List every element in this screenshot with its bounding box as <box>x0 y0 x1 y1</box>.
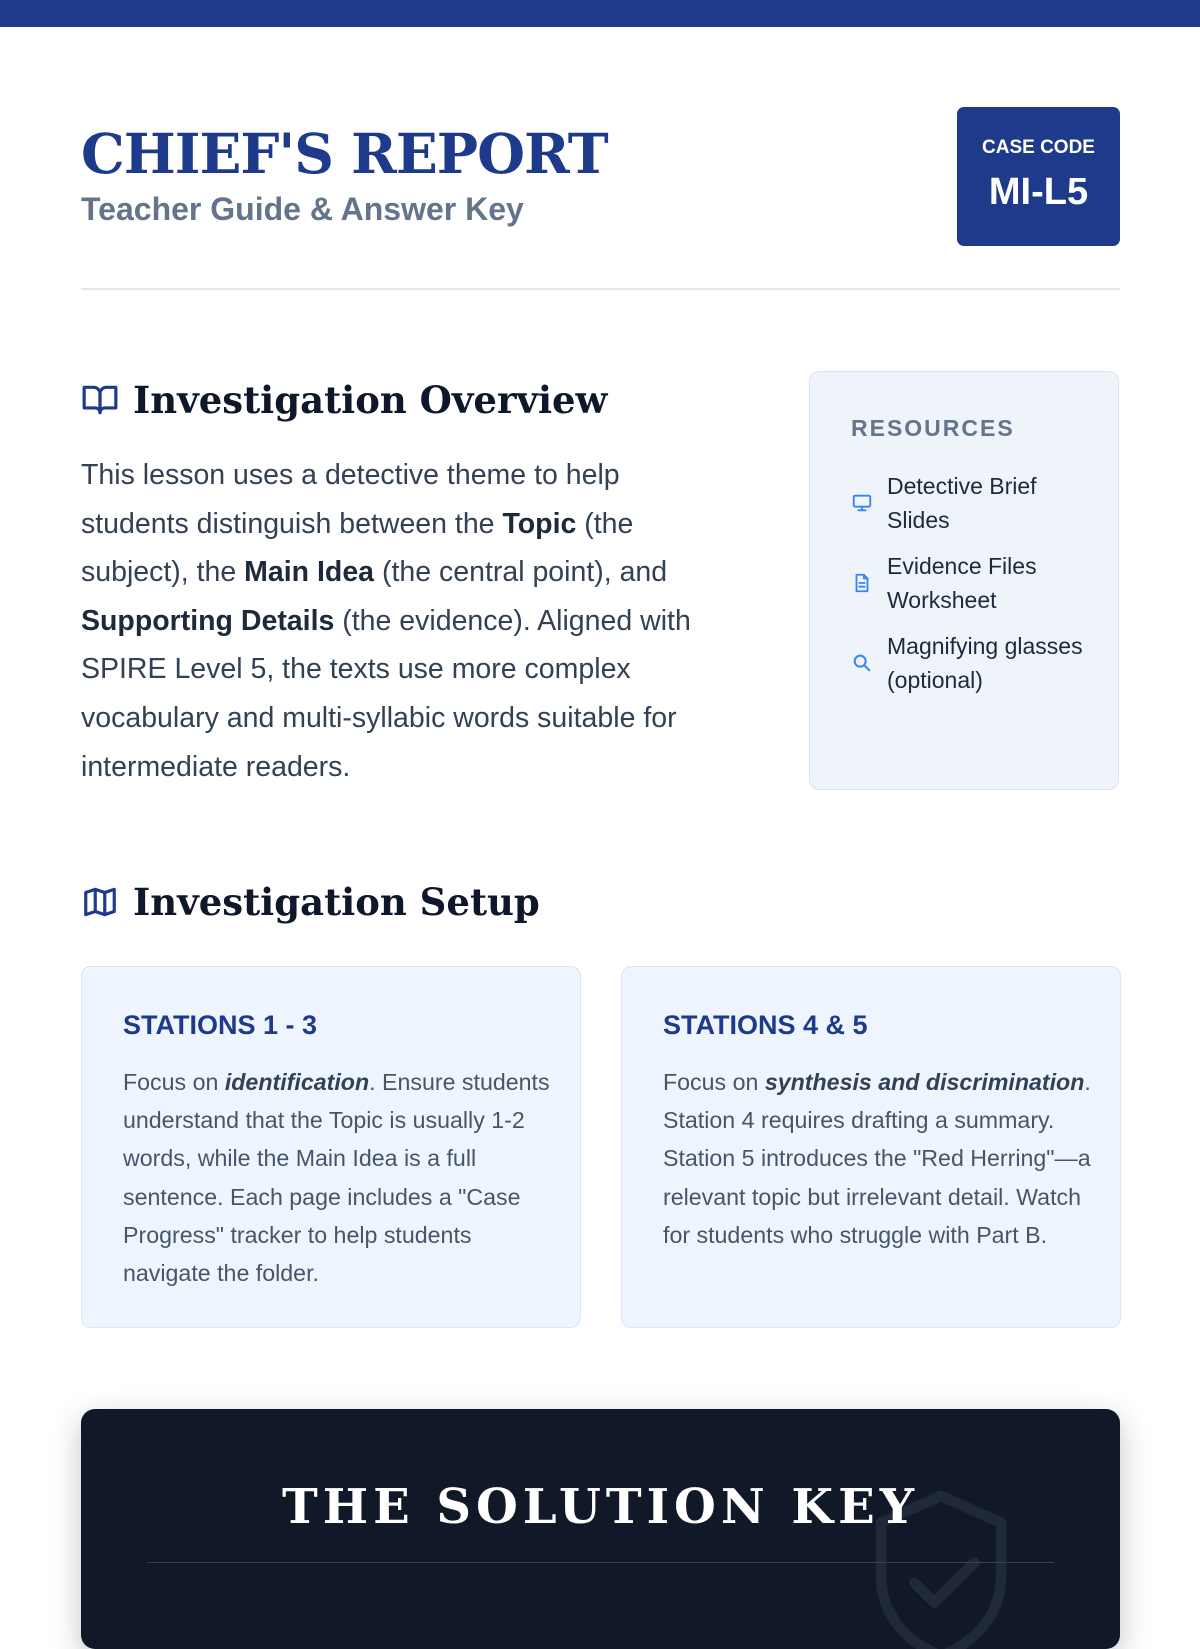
resource-item-worksheet <box>851 549 1091 617</box>
card-text <box>123 1063 563 1292</box>
resource-label: Detective Brief Slides <box>887 473 1037 533</box>
magnifier-icon <box>851 652 873 674</box>
page-title: CHIEF'S REPORT <box>81 121 608 186</box>
resource-label: Evidence Files Worksheet <box>887 553 1037 613</box>
overview-title: Investigation Overview <box>133 378 608 422</box>
solution-key-panel <box>81 1409 1120 1649</box>
overview-text-3: (the central point), and <box>374 556 668 589</box>
stations-4-5-card <box>621 966 1121 1328</box>
stations-1-3-card <box>81 966 581 1328</box>
resource-item-magnifier <box>851 629 1091 697</box>
overview-term-supporting: Supporting Details <box>81 604 335 637</box>
presentation-icon <box>851 492 873 514</box>
case-code-label: CASE CODE <box>982 137 1095 158</box>
report-header <box>81 105 1120 290</box>
top-accent-bar <box>0 0 1200 27</box>
card-title: STATIONS 1 - 3 <box>123 1010 318 1040</box>
card-text-lead: Focus on <box>663 1069 765 1095</box>
card-text-rest: . Station 4 requires drafting a summary. Station 5 introduces the "Red Herring"—a relevant topic but irrelevant detail. Watch for students who struggle with Part B. <box>663 1069 1091 1248</box>
document-icon <box>851 572 873 594</box>
solution-key-title: THE SOLUTION KEY <box>282 1479 919 1535</box>
map-icon <box>81 883 119 921</box>
resources-title: RESOURCES <box>851 415 1015 441</box>
resource-item-slides <box>851 469 1091 537</box>
case-code-value: MI-L5 <box>988 171 1089 213</box>
book-open-icon <box>81 381 119 419</box>
overview-text-4: (the evidence). Aligned with SPIRE Level 5, the texts use more complex vocabulary and multi-syllabic words suitable for intermediate readers. <box>81 604 691 783</box>
solution-divider <box>147 1562 1054 1563</box>
card-text-rest: . Ensure students understand that the Topic is usually 1-2 words, while the Main Idea is a full sentence. Each page includes a "Case Progress" tracker to help students navigate the folder. <box>123 1069 550 1287</box>
overview-heading <box>81 378 607 422</box>
card-text-emphasis: synthesis and discrimination <box>764 1069 1085 1095</box>
card-text-lead: Focus on <box>123 1069 225 1095</box>
overview-term-main-idea: Main Idea <box>244 556 375 589</box>
setup-heading <box>81 880 540 924</box>
resource-label: Magnifying glasses (optional) <box>887 633 1083 693</box>
header-divider <box>81 288 1120 290</box>
card-text-emphasis: identification <box>224 1069 370 1095</box>
card-text <box>663 1063 1103 1254</box>
overview-text-1: This lesson uses a detective theme to help students distinguish between the <box>81 459 620 540</box>
resources-panel <box>809 371 1119 790</box>
card-title: STATIONS 4 & 5 <box>663 1010 868 1040</box>
setup-title: Investigation Setup <box>133 880 540 924</box>
page-subtitle: Teacher Guide & Answer Key <box>81 191 524 227</box>
case-code-badge <box>957 107 1120 246</box>
overview-paragraph <box>81 451 731 791</box>
overview-text-2: (the subject), the <box>81 507 634 589</box>
overview-term-topic: Topic <box>502 507 577 540</box>
